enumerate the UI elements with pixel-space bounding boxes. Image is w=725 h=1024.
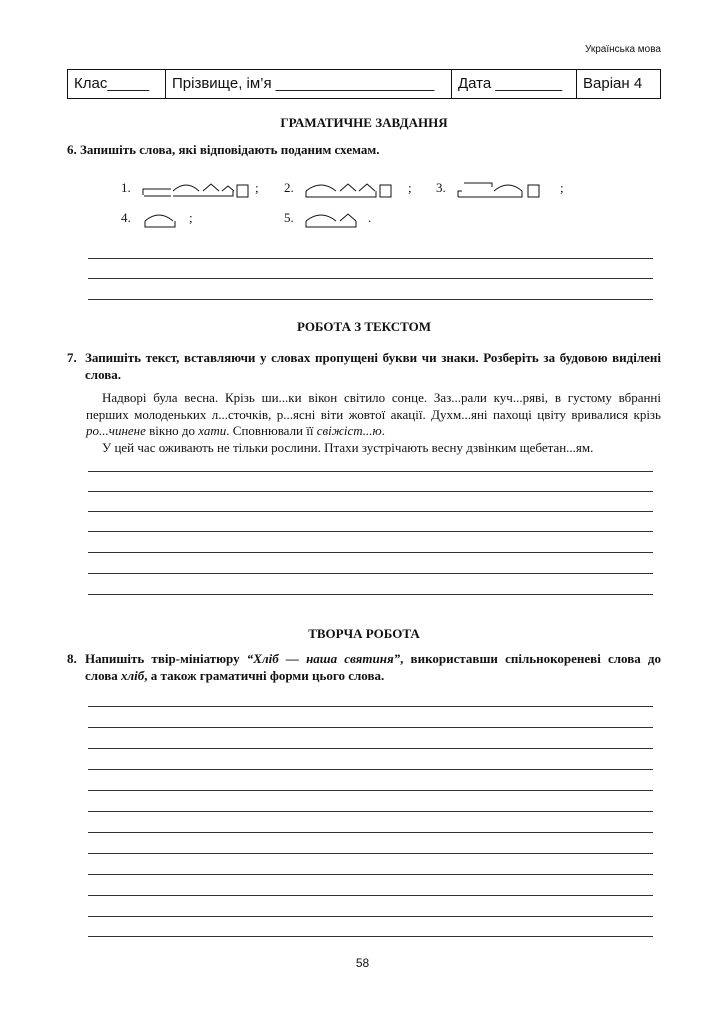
- scheme-3: 3. ;: [436, 176, 564, 200]
- task-text: Запишіть слова, які відповідають поданим схемам.: [80, 142, 380, 157]
- section-title-text-work: РОБОТА З ТЕКСТОМ: [296, 319, 432, 334]
- exercise-paragraph-2: У цей час оживають не тільки рослини. Птахи зустрічають весну дзвінким щебетан...ям.: [102, 439, 594, 455]
- morpheme-scheme-prefix-root-root-suffix-ending-icon: [141, 177, 251, 199]
- task-number: 8.: [67, 651, 77, 666]
- task-number: 7.: [67, 350, 77, 365]
- name-field[interactable]: Прізвище, ім’я ___________________: [166, 70, 452, 98]
- task-text: Напишіть твір-мініатюру “Хліб — наша святиня”, використавши спільнокореневі слова до слова хліб, а також граматичні форми цього слова.: [85, 651, 661, 683]
- page-number: 58: [355, 956, 370, 970]
- scheme-label: 3.: [436, 180, 446, 195]
- scheme-label: 4.: [121, 210, 131, 225]
- task-8: [67, 650, 661, 684]
- scheme-label: 1.: [121, 180, 131, 195]
- task-text: Запишіть текст, вставляючи у словах пропущені букви чи знаки. Розберіть за будовою виділені слова.: [85, 350, 661, 382]
- section-title-creative-work: ТВОРЧА РОБОТА: [308, 626, 420, 641]
- subject-label: Українська мова: [584, 44, 661, 55]
- exercise-paragraph-1: Надворі була весна. Крізь ши...ки вікон світило сонце. Заз...рали куч...ряві, в густому вбранні перших молоденьких л...сточків, р...ясні віти жовтої акації. Духм...яні пахощі цвіту вривалися крізь ро...чинене вікно до хати. Сповнювали її свіжіст...ю.: [86, 390, 661, 438]
- morpheme-scheme-root-suffix-suffix-ending-icon: [304, 177, 404, 199]
- scheme-2: 2. ;: [284, 176, 412, 200]
- task-6: [67, 141, 661, 158]
- morpheme-scheme-prefix-root-ending-icon: [456, 177, 556, 199]
- morpheme-scheme-root-suffix-icon: [304, 207, 364, 229]
- student-info-header: [67, 69, 661, 99]
- scheme-5: 5. .: [284, 206, 371, 230]
- scheme-4: 4. ;: [121, 206, 193, 230]
- morpheme-scheme-root-icon: [141, 207, 185, 229]
- exercise-text: [86, 390, 661, 456]
- variant-field: Варіан 4: [583, 75, 643, 92]
- scheme-label: 2.: [284, 180, 294, 195]
- task-number: 6.: [67, 142, 77, 157]
- date-field[interactable]: Дата ________: [452, 70, 577, 98]
- class-field[interactable]: Клас_____: [68, 70, 166, 98]
- section-title-grammar: ГРАМАТИЧНЕ ЗАВДАННЯ: [280, 115, 448, 130]
- scheme-1: 1. ;: [121, 176, 259, 200]
- task-7: [67, 349, 661, 383]
- scheme-label: 5.: [284, 210, 294, 225]
